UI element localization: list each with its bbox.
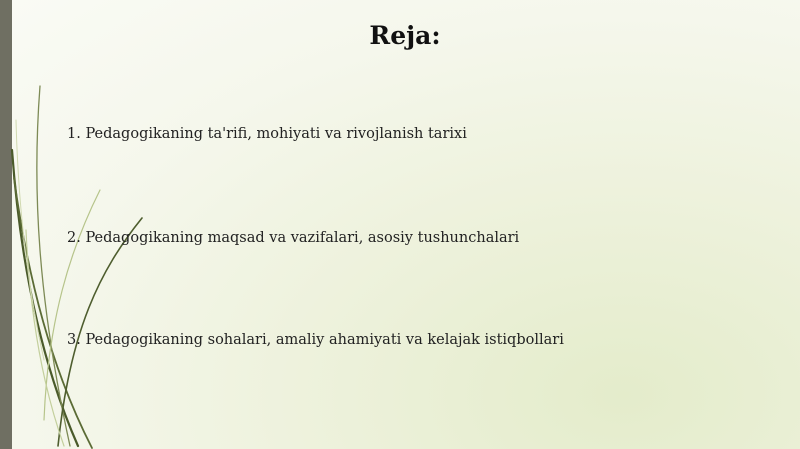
plan-item-3: 3. Pedagogikaning sohalari, amaliy ahamiyati va kelajak istiqbollari: [67, 332, 564, 348]
plan-item-2: 2. Pedagogikaning maqsad va vazifalari, asosiy tushunchalari: [67, 230, 520, 246]
grass-stem: [44, 190, 100, 420]
grass-stem: [14, 178, 92, 448]
slide-title: Reja:: [369, 21, 441, 50]
plan-item-1: 1. Pedagogikaning ta'rifi, mohiyati va rivojlanish tarixi: [67, 126, 467, 142]
grass-stem: [26, 230, 64, 446]
